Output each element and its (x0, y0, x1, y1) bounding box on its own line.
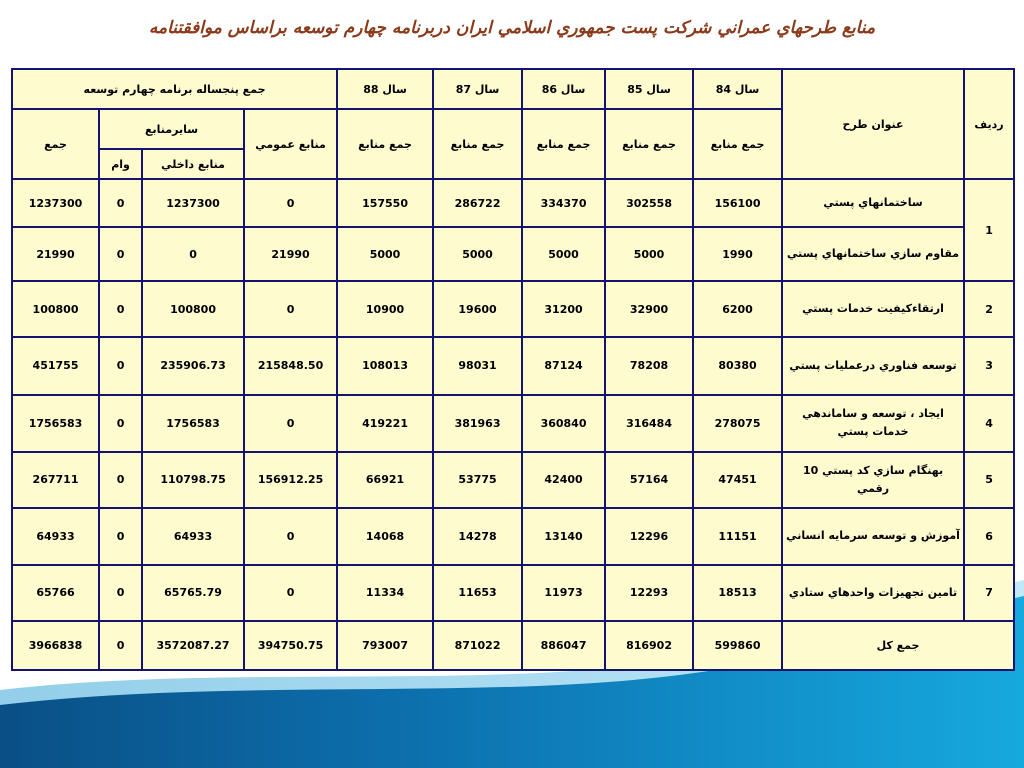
cell-total: 267711 (12, 452, 99, 508)
grand-total-year-85: 816902 (605, 621, 693, 670)
cell-year-84: 1990 (693, 227, 782, 281)
project-title: آموزش و توسعه سرمايه انساني (782, 508, 964, 565)
cell-public: 156912.25 (244, 452, 337, 508)
cell-year-88: 10900 (337, 281, 433, 337)
cell-year-88: 66921 (337, 452, 433, 508)
cell-year-86: 87124 (522, 337, 605, 394)
cell-year-84: 278075 (693, 395, 782, 452)
row-number: 3 (964, 337, 1014, 394)
cell-domestic: 65765.79 (142, 565, 244, 621)
cell-public: 215848.50 (244, 337, 337, 394)
header-year-85: سال 85 (605, 69, 693, 109)
cell-year-86: 13140 (522, 508, 605, 565)
row-number: 2 (964, 281, 1014, 337)
cell-year-86: 31200 (522, 281, 605, 337)
page-title: منابع طرحهاي عمراني شركت پست جمهوري اسلامي ايران دربرنامه چهارم توسعه براساس موافقتنامه (148, 18, 876, 38)
cell-public: 0 (244, 508, 337, 565)
table-row (12, 508, 1014, 565)
cell-year-84: 6200 (693, 281, 782, 337)
project-title: ساختمانهاي پستي (782, 179, 964, 227)
header-project-title: عنوان طرح (782, 69, 964, 179)
cell-public: 0 (244, 179, 337, 227)
cell-year-85: 316484 (605, 395, 693, 452)
header-year-86: سال 86 (522, 69, 605, 109)
cell-year-84: 18513 (693, 565, 782, 621)
cell-year-88: 108013 (337, 337, 433, 394)
cell-year-86: 42400 (522, 452, 605, 508)
cell-loan: 0 (99, 565, 142, 621)
project-title: توسعه فناوري درعمليات پستي (782, 337, 964, 394)
cell-domestic: 1237300 (142, 179, 244, 227)
cell-year-87: 14278 (433, 508, 522, 565)
table-row (12, 452, 1014, 508)
row-number: 5 (964, 452, 1014, 508)
grand-total-year-87: 871022 (433, 621, 522, 670)
cell-public: 0 (244, 565, 337, 621)
cell-year-84: 47451 (693, 452, 782, 508)
cell-year-84: 156100 (693, 179, 782, 227)
header-total-resources-88: جمع منابع (337, 109, 433, 179)
grand-total-row (12, 621, 1014, 670)
cell-year-85: 5000 (605, 227, 693, 281)
table-row (12, 337, 1014, 394)
cell-loan: 0 (99, 179, 142, 227)
cell-year-84: 11151 (693, 508, 782, 565)
cell-year-88: 419221 (337, 395, 433, 452)
grand-total-year-86: 886047 (522, 621, 605, 670)
cell-loan: 0 (99, 337, 142, 394)
cell-loan: 0 (99, 508, 142, 565)
project-title: تامين تجهيزات واحدهاي ستادي (782, 565, 964, 621)
header-total-resources-86: جمع منابع (522, 109, 605, 179)
grand-total-public: 394750.75 (244, 621, 337, 670)
cell-year-86: 360840 (522, 395, 605, 452)
cell-domestic: 1756583 (142, 395, 244, 452)
grand-total-label: جمع كل (782, 621, 1014, 670)
cell-year-85: 78208 (605, 337, 693, 394)
cell-year-85: 12293 (605, 565, 693, 621)
cell-total: 451755 (12, 337, 99, 394)
cell-year-87: 286722 (433, 179, 522, 227)
header-year-87: سال 87 (433, 69, 522, 109)
header-total-resources-85: جمع منابع (605, 109, 693, 179)
cell-year-87: 98031 (433, 337, 522, 394)
project-title: بهنگام سازي كد پستي 10 رقمي (782, 452, 964, 508)
cell-year-88: 157550 (337, 179, 433, 227)
cell-year-87: 53775 (433, 452, 522, 508)
cell-year-87: 5000 (433, 227, 522, 281)
cell-domestic: 100800 (142, 281, 244, 337)
cell-domestic: 110798.75 (142, 452, 244, 508)
project-title: ارتقاءكيفيت خدمات پستي (782, 281, 964, 337)
cell-year-87: 19600 (433, 281, 522, 337)
cell-domestic: 64933 (142, 508, 244, 565)
grand-total-domestic: 3572087.27 (142, 621, 244, 670)
cell-year-86: 11973 (522, 565, 605, 621)
cell-total: 1237300 (12, 179, 99, 227)
cell-year-86: 334370 (522, 179, 605, 227)
cell-public: 0 (244, 395, 337, 452)
header-year-84: سال 84 (693, 69, 782, 109)
row-number: 7 (964, 565, 1014, 621)
row-number: 1 (964, 179, 1014, 281)
header-radif: رديف (964, 69, 1014, 179)
cell-total: 65766 (12, 565, 99, 621)
grand-total-sum: 3966838 (12, 621, 99, 670)
cell-domestic: 0 (142, 227, 244, 281)
cell-year-84: 80380 (693, 337, 782, 394)
row-number: 4 (964, 395, 1014, 452)
row-number: 6 (964, 508, 1014, 565)
cell-public: 21990 (244, 227, 337, 281)
cell-year-85: 32900 (605, 281, 693, 337)
header-year-88: سال 88 (337, 69, 433, 109)
cell-loan: 0 (99, 281, 142, 337)
table-row (12, 179, 1014, 227)
header-public-resources: منابع عمومي (244, 109, 337, 179)
cell-year-86: 5000 (522, 227, 605, 281)
cell-year-88: 11334 (337, 565, 433, 621)
cell-total: 64933 (12, 508, 99, 565)
header-five-year-total: جمع پنجساله برنامه چهارم توسعه (12, 69, 337, 109)
cell-loan: 0 (99, 227, 142, 281)
cell-loan: 0 (99, 452, 142, 508)
table-row (12, 227, 1014, 281)
cell-total: 100800 (12, 281, 99, 337)
cell-year-85: 302558 (605, 179, 693, 227)
cell-year-88: 14068 (337, 508, 433, 565)
project-title: مقاوم سازي ساختمانهاي پستي (782, 227, 964, 281)
table-row (12, 565, 1014, 621)
cell-year-85: 12296 (605, 508, 693, 565)
header-sum: جمع (12, 109, 99, 179)
cell-year-85: 57164 (605, 452, 693, 508)
budget-table (11, 68, 1015, 671)
grand-total-loan: 0 (99, 621, 142, 670)
project-title: ايجاد ، توسعه و ساماندهي خدمات پستي (782, 395, 964, 452)
cell-year-87: 381963 (433, 395, 522, 452)
header-domestic-resources: منابع داخلي (142, 149, 244, 179)
grand-total-year-84: 599860 (693, 621, 782, 670)
table-row (12, 395, 1014, 452)
header-other-resources: سايرمنابع (99, 109, 244, 149)
cell-year-87: 11653 (433, 565, 522, 621)
cell-total: 21990 (12, 227, 99, 281)
header-row-1 (12, 69, 1014, 109)
cell-loan: 0 (99, 395, 142, 452)
cell-domestic: 235906.73 (142, 337, 244, 394)
header-loan: وام (99, 149, 142, 179)
table-row (12, 281, 1014, 337)
cell-year-88: 5000 (337, 227, 433, 281)
header-total-resources-84: جمع منابع (693, 109, 782, 179)
cell-total: 1756583 (12, 395, 99, 452)
cell-public: 0 (244, 281, 337, 337)
grand-total-year-88: 793007 (337, 621, 433, 670)
header-total-resources-87: جمع منابع (433, 109, 522, 179)
